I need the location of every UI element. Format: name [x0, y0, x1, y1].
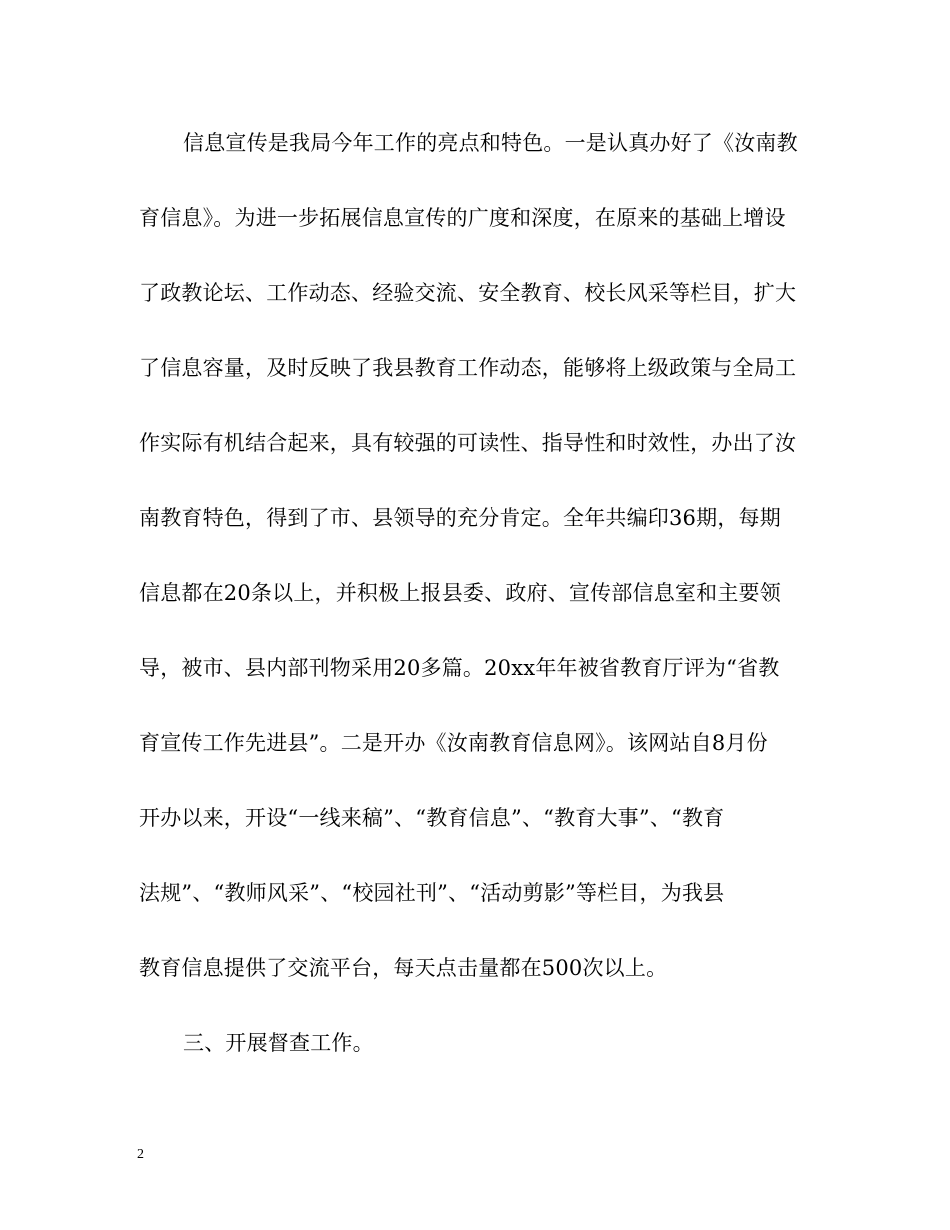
page-number: 2 — [137, 1147, 144, 1162]
paragraph-line-7: 信息都在20条以上，并积极上报县委、政府、宣传部信息室和主要领 — [139, 581, 781, 605]
paragraph-line-1: 信息宣传是我局今年工作的亮点和特色。一是认真办好了《汝南教 — [183, 131, 798, 155]
paragraph-line-10: 开办以来，开设“一线来稿”、“教育信息”、“教育大事”、“教育 — [139, 806, 725, 830]
paragraph-line-11: 法规”、“教师风采”、“校园社刊”、“活动剪影”等栏目，为我县 — [139, 881, 725, 905]
paragraph-line-9: 育宣传工作先进县”。二是开办《汝南教育信息网》。该网站自8月份 — [139, 731, 768, 755]
paragraph-line-5: 作实际有机结合起来，具有较强的可读性、指导性和时效性，办出了汝 — [139, 431, 797, 455]
paragraph-line-2: 育信息》。为进一步拓展信息宣传的广度和深度，在原来的基础上增设 — [139, 206, 786, 230]
paragraph-line-6: 南教育特色，得到了市、县领导的充分肯定。全年共编印36期，每期 — [139, 506, 781, 530]
paragraph-line-12: 教育信息提供了交流平台，每天点击量都在500次以上。 — [139, 956, 668, 980]
section-heading: 三、开展督查工作。 — [183, 1031, 374, 1055]
paragraph-line-4: 了信息容量，及时反映了我县教育工作动态，能够将上级政策与全局工 — [139, 356, 797, 380]
paragraph-line-8: 导，被市、县内部刊物采用20多篇。20xx年年被省教育厅评为“省教 — [139, 656, 780, 680]
paragraph-line-3: 了政教论坛、工作动态、经验交流、安全教育、校长风采等栏目，扩大 — [139, 281, 797, 305]
